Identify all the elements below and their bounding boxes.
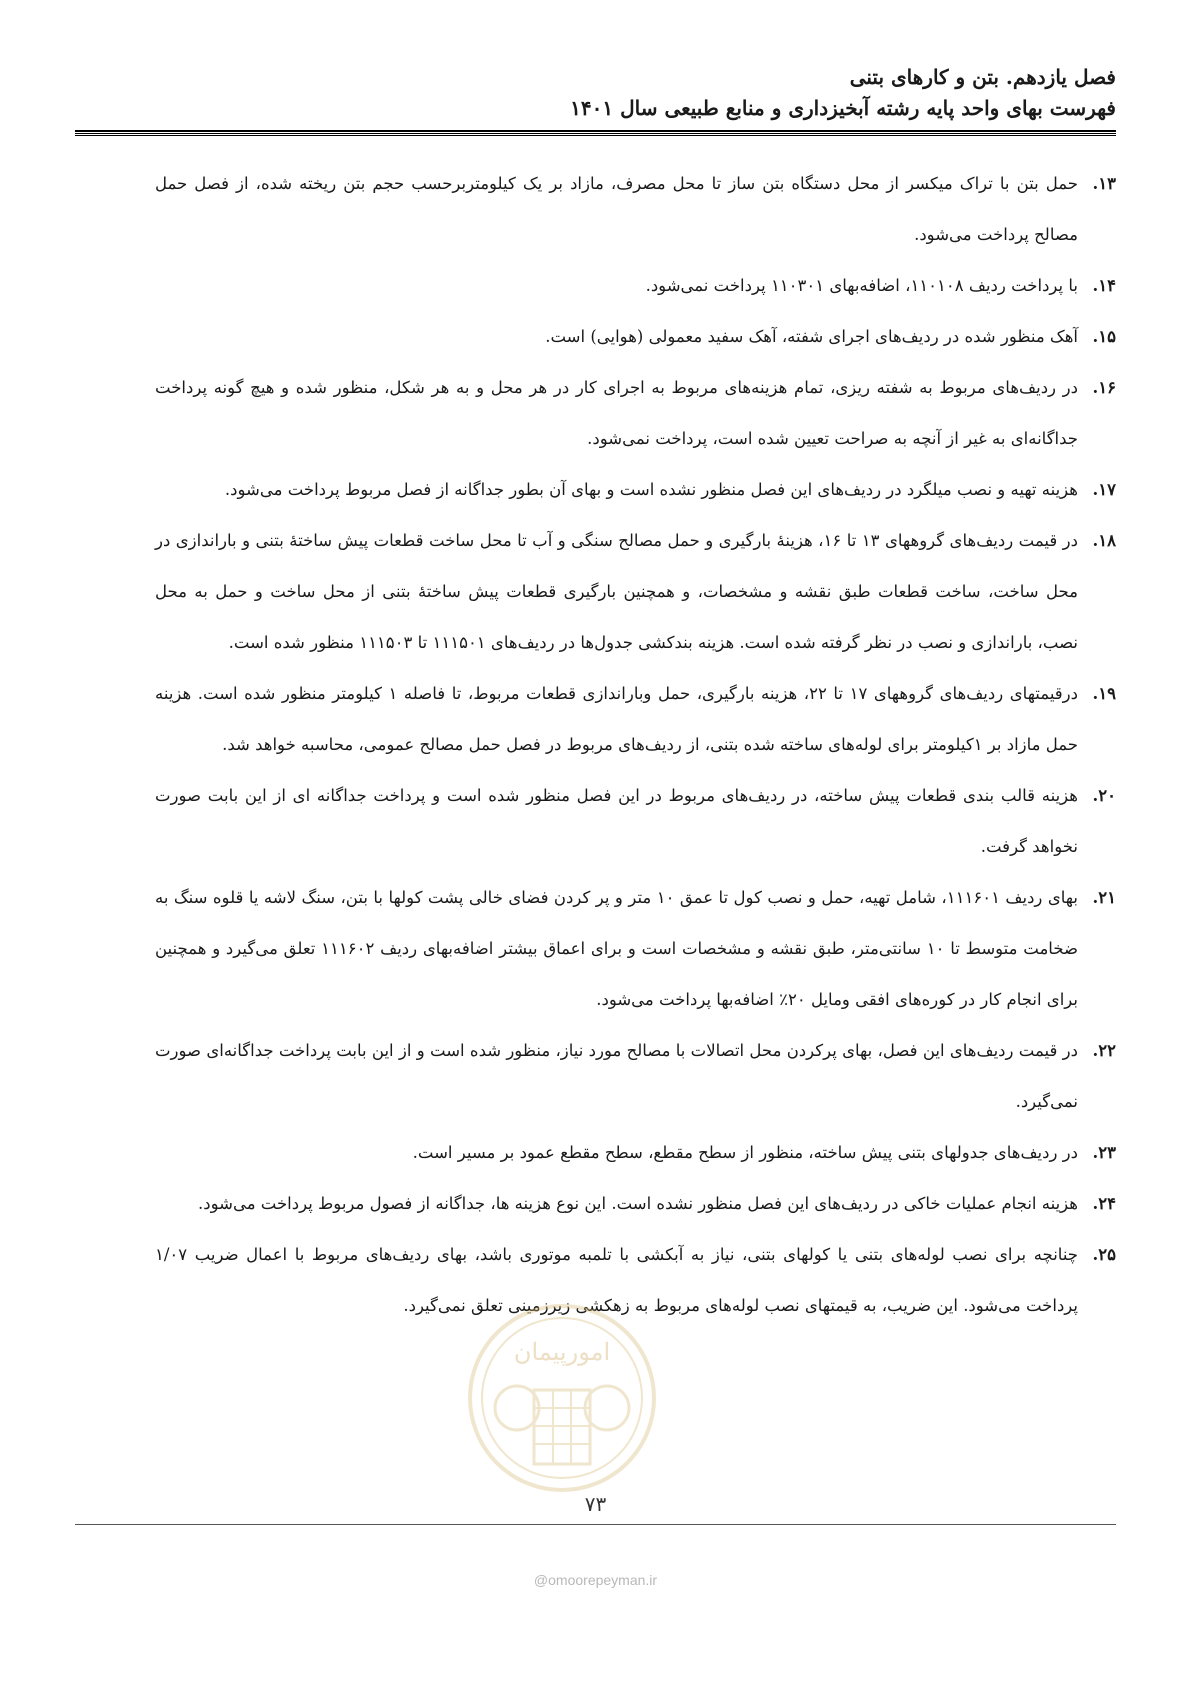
footer-rule bbox=[75, 1524, 1116, 1525]
item-number: ۱۶. bbox=[1092, 378, 1116, 397]
list-item bbox=[155, 464, 1116, 515]
site-watermark: @omoorepeyman.ir bbox=[533, 1572, 658, 1588]
omoorepeyman-seal-icon bbox=[462, 1298, 662, 1498]
header-rule-thin bbox=[75, 135, 1116, 136]
item-text: در ردیف‌های جدولهای بتنی پیش ساخته، منظور از سطح مقطع، سطح مقطع عمود بر مسیر است. bbox=[412, 1143, 1078, 1162]
item-number: ۲۲. bbox=[1092, 1041, 1116, 1060]
page-number: ۷۳ bbox=[584, 1492, 607, 1516]
item-number: ۱۷. bbox=[1092, 480, 1116, 499]
list-item bbox=[155, 1025, 1116, 1127]
item-number: ۲۵. bbox=[1092, 1245, 1116, 1264]
book-title: فهرست بهای واحد پایه رشته آبخیزداری و منابع طبیعی سال ۱۴۰۱ bbox=[570, 96, 1116, 120]
item-number: ۲۳. bbox=[1092, 1143, 1116, 1162]
list-item bbox=[155, 770, 1116, 872]
item-text: در قیمت ردیف‌های گروههای ۱۳ تا ۱۶، هزینهٔ بارگیری و حمل مصالح سنگی و آب تا محل ساخت قطعات پیش ساختهٔ بتنی و باراندازی در محل ساخت، ساخت قطعات طبق نقشه و مشخصات، و همچنین بارگیری قطعات پیش ساختهٔ بتنی از محل ساخت و حمل به محل نصب، باراندازی و نصب در نظر گرفته شده است. هزینه بندکشی جدول‌ها در ردیف‌های ۱۱۱۵۰۱ تا ۱۱۱۵۰۳ منظور شده است. bbox=[155, 531, 1078, 652]
item-text: حمل بتن با تراک میکسر از محل دستگاه بتن ساز تا محل مصرف، مازاد بر یک کیلومتربرحسب حجم بتن ریخته شده، از فصل حمل مصالح پرداخت می‌شود. bbox=[155, 174, 1078, 244]
item-number: ۱۸. bbox=[1092, 531, 1116, 550]
list-item bbox=[155, 158, 1116, 260]
item-text: درقیمتهای ردیف‌های گروههای ۱۷ تا ۲۲، هزینه بارگیری، حمل وباراندازی قطعات مربوط، تا فاصله ۱ کیلومتر منظور شده است. هزینه حمل مازاد بر ۱کیلومتر برای لوله‌های ساخته شده بتنی، از ردیف‌های مربوط در فصل حمل مصالح عمومی، محاسبه خواهد شد. bbox=[155, 684, 1078, 754]
header-rule-thick bbox=[75, 130, 1116, 134]
list-item bbox=[155, 362, 1116, 464]
list-item bbox=[155, 1178, 1116, 1229]
item-text: آهک منظور شده در ردیف‌های اجرای شفته، آهک سفید معمولی (هوایی) است. bbox=[545, 327, 1078, 346]
notes-list bbox=[155, 158, 1116, 1331]
item-text: چنانچه برای نصب لوله‌های بتنی یا کولهای بتنی، نیاز به آبکشی با تلمبه موتوری باشد، بهای ردیف‌های مربوط با اعمال ضریب ۱/۰۷ پرداخت می‌شود. این ضریب، به قیمتهای نصب لوله‌های مربوط به زهکشی زیرزمینی تعلق نمی‌گیرد. bbox=[155, 1245, 1078, 1315]
item-text: هزینه تهیه و نصب میلگرد در ردیف‌های این فصل منظور نشده است و بهای آن بطور جداگانه از فصل مربوط پرداخت می‌شود. bbox=[224, 480, 1078, 499]
item-text: با پرداخت ردیف ۱۱۰۱۰۸، اضافه‌بهای ۱۱۰۳۰۱ پرداخت نمی‌شود. bbox=[645, 276, 1078, 295]
item-number: ۱۴. bbox=[1092, 276, 1116, 295]
item-number: ۲۱. bbox=[1092, 888, 1116, 907]
item-number: ۱۳. bbox=[1092, 174, 1116, 193]
page-header bbox=[75, 62, 1116, 124]
item-number: ۱۵. bbox=[1092, 327, 1116, 346]
item-number: ۲۰. bbox=[1092, 786, 1116, 805]
item-number: ۲۴. bbox=[1092, 1194, 1116, 1213]
item-number: ۱۹. bbox=[1092, 684, 1116, 703]
list-item bbox=[155, 311, 1116, 362]
item-text: هزینه انجام عملیات خاکی در ردیف‌های این فصل منظور نشده است. این نوع هزینه ها، جداگانه از فصول مربوط پرداخت می‌شود. bbox=[198, 1194, 1078, 1213]
list-item bbox=[155, 260, 1116, 311]
item-text: هزینه قالب بندی قطعات پیش ساخته، در ردیف‌های مربوط در این فصل منظور شده است و پرداخت جداگانه ای از این بابت صورت نخواهد گرفت. bbox=[155, 786, 1078, 856]
chapter-title: فصل یازدهم. بتن و کارهای بتنی bbox=[849, 65, 1116, 89]
list-item bbox=[155, 1127, 1116, 1178]
list-item bbox=[155, 515, 1116, 668]
item-text: بهای ردیف ۱۱۱۶۰۱، شامل تهیه، حمل و نصب کول تا عمق ۱۰ متر و پر کردن فضای خالی پشت کولها با بتن، سنگ لاشه یا قلوه سنگ به ضخامت متوسط تا ۱۰ سانتی‌متر، طبق نقشه و مشخصات است و برای اعماق بیشتر اضافه‌بهای ردیف ۱۱۱۶۰۲ تعلق می‌گیرد و همچنین برای انجام کار در کوره‌های افقی ومایل ۲۰٪ اضافه‌بها پرداخت می‌شود. bbox=[155, 888, 1078, 1009]
watermark-text: امورپیمان bbox=[513, 1338, 611, 1366]
item-text: در ردیف‌های مربوط به شفته ریزی، تمام هزینه‌های مربوط به اجرای کار در هر محل و به هر شکل، منظور شده و هیچ گونه پرداخت جداگانه‌ای به غیر از آنچه به صراحت تعیین شده است، پرداخت نمی‌شود. bbox=[155, 378, 1078, 448]
list-item bbox=[155, 668, 1116, 770]
item-text: در قیمت ردیف‌های این فصل، بهای پرکردن محل اتصالات با مصالح مورد نیاز، منظور شده است و از این بابت پرداخت جداگانه‌ای صورت نمی‌گیرد. bbox=[155, 1041, 1078, 1111]
list-item bbox=[155, 872, 1116, 1025]
